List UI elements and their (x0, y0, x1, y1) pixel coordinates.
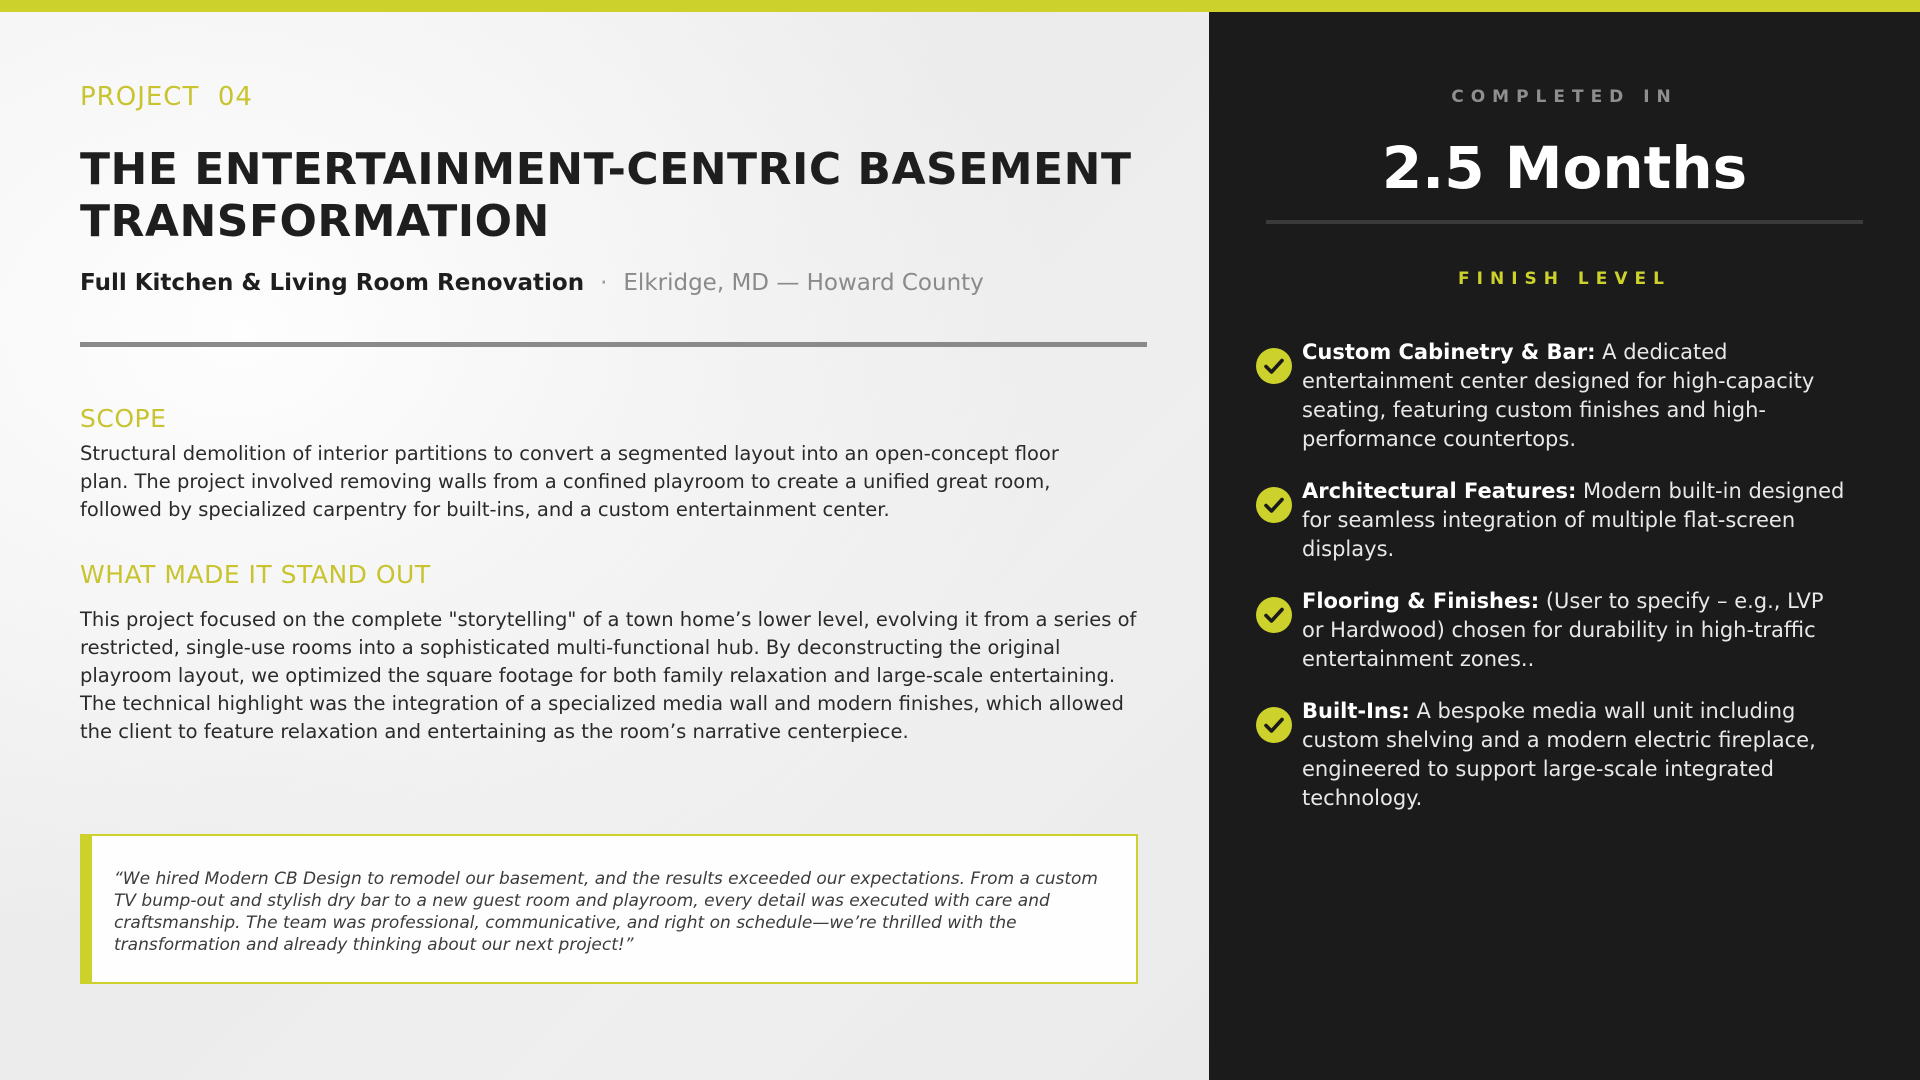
testimonial-text: “We hired Modern CB Design to remodel our basement, and the results exceeded our expectations. From a custom TV bump-out and stylish dry bar to a new guest room and playroom, every detail was executed with care and craftsmanship. The team was professional, communicative, and right on schedule—we’re thrilled with the transformation and already thinking about our next project!” (114, 869, 1098, 955)
standout-heading: WHAT MADE IT STAND OUT (80, 560, 431, 589)
project-subtitle-line (80, 270, 984, 296)
feature-description: (User to specify – e.g., LVP or Hardwood) chosen for durability in high-traffic entertainment zones.. (1302, 589, 1824, 671)
page-title: THE ENTERTAINMENT-CENTRIC BASEMENT TRANSFORMATION (80, 144, 1132, 247)
sidebar-divider (1266, 220, 1863, 224)
feature-item (1247, 338, 1847, 454)
feature-item (1247, 587, 1847, 674)
feature-list (1247, 338, 1847, 836)
standout-body: This project focused on the complete "storytelling" of a town home’s lower level, evolving it from a series of restricted, single-use rooms into a sophisticated multi-functional hub. By deconstructing the original playroom layout, we optimized the square footage for both family relaxation and large-scale entertaining. The technical highlight was the integration of a specialized media wall and modern finishes, which allowed the client to feature relaxation and entertaining as the room’s narrative centerpiece. (80, 608, 1137, 743)
completed-in-label: COMPLETED IN (1451, 87, 1678, 107)
check-circle-icon (1256, 597, 1292, 633)
feature-description: A dedicated entertainment center designed for high-capacity seating, featuring custom finishes and high-performance countertops. (1302, 340, 1815, 451)
project-number: PROJECT 04 (80, 82, 253, 112)
project-location: Elkridge, MD — Howard County (623, 270, 984, 296)
finish-level-label: FINISH LEVEL (1458, 269, 1671, 289)
project-details-panel (0, 12, 1209, 1080)
accent-top-bar (0, 0, 1920, 12)
feature-item (1247, 477, 1847, 564)
feature-item (1247, 697, 1847, 813)
feature-name: Architectural Features: (1302, 479, 1577, 503)
feature-description: Modern built-in designed for seamless integration of multiple flat-screen displays. (1302, 479, 1845, 561)
feature-description: A bespoke media wall unit including custom shelving and a modern electric fireplace, engineered to support large-scale integrated technology. (1302, 699, 1816, 810)
scope-body: Structural demolition of interior partitions to convert a segmented layout into an open-concept floor plan. The project involved removing walls from a confined playroom to create a unified great room, followed by specialized carpentry for built-ins, and a custom entertainment center. (80, 442, 1059, 521)
check-circle-icon (1256, 348, 1292, 384)
summary-sidebar (1209, 12, 1920, 1080)
feature-name: Custom Cabinetry & Bar: (1302, 340, 1596, 364)
check-circle-icon (1256, 707, 1292, 743)
subtitle-separator: · (600, 270, 608, 296)
feature-name: Flooring & Finishes: (1302, 589, 1540, 613)
feature-name: Built-Ins: (1302, 699, 1410, 723)
completed-in-value: 2.5 Months (1381, 134, 1748, 202)
testimonial-box (80, 834, 1138, 984)
project-subtitle: Full Kitchen & Living Room Renovation (80, 270, 585, 296)
header-divider (80, 342, 1147, 347)
scope-heading: SCOPE (80, 404, 167, 433)
check-circle-icon (1256, 487, 1292, 523)
